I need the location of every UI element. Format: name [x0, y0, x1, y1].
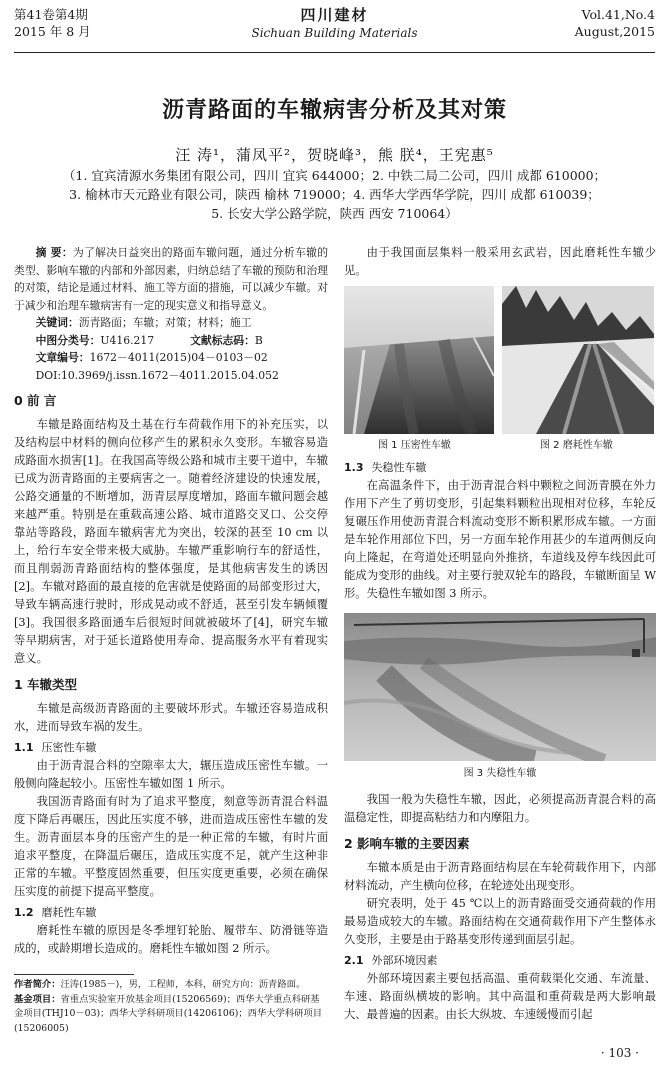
subsection-heading [344, 459, 656, 477]
section-heading: 1 车辙类型 [14, 677, 78, 692]
clc-value: U416.217 [100, 333, 155, 347]
header-volume-en: Vol.41,No.4 [581, 7, 655, 22]
author-bio-text: 汪涛(1985－)，男，工程师，本科，研究方向：沥青路面。 [60, 979, 306, 990]
author-list: 汪 涛¹，蒲凤平²，贺晓峰³，熊 朕⁴，王宪惠⁵ [175, 146, 494, 164]
abstract [14, 244, 328, 314]
abstract-label: 摘 要： [35, 246, 73, 259]
section-heading: 0 前 言 [14, 393, 57, 408]
paragraph: 由于我国面层集料一般采用玄武岩，因此磨耗性车辙少见。 [344, 246, 656, 277]
subsection-title: 失稳性车辙 [371, 461, 427, 474]
subsection-heading [14, 739, 328, 757]
clc-label: 中图分类号： [35, 333, 101, 347]
articleno-value: 1672－4011(2015)04－0103－02 [89, 351, 268, 364]
paragraph: 磨耗性车辙的原因是冬季埋钉轮胎、履带车、防滑链等造成的，或龄期增长造成的。磨耗性车辙如图 2 所示。 [14, 924, 328, 955]
subsection-title: 磨耗性车辙 [41, 906, 97, 919]
paragraph: 研究表明，处于 45 ℃以上的沥青路面受交通荷载的作用最易造成较大的车辙。路面结构在交通荷载作用下产生整体永久变形，主要是由于路基变形传递到面层引起。 [344, 897, 656, 946]
paragraph: 我国一般为失稳性车辙，因此，必须提高沥青混合料的高温稳定性，即提高粘结力和内摩阻力。 [344, 793, 656, 824]
subsection-number: 2.1 [344, 954, 364, 967]
paragraph: 车辙是路面结构及土基在行车荷载作用下的补充压实，以及结构层中材料的侧向位移产生的累积永久变形。车辙容易造成路面水损害[1]。在我国高等级公路和城市主要干道中，车辙已成为沥青路面的主要病害之一。随着经济建设的快速发展，公路交通量的不断增加，沥青层厚度增加，路面车辙问题会越来越严重。特别是在重载高速公路、城市道路交叉口、公交停靠站等路段，路面车辙病害尤为突出，较深的甚至 10 cm 以上，给行车安全带来极大威胁。车辙严重影响行车的舒适性，而且削弱沥青路面结构的整体强度，是其他病害发生的诱因[2]。车辙对路面的最直接的危害就是使路面的局部变形过大，导致车辆高速行驶时，形成晃动或不舒适，甚至引发车辆倾覆[3]。我国很多路面通车后很短时间就被破坏了[4]，研究车辙等早期病害，对于延长道路使用寿命、提高服务水平有着现实意义。 [14, 418, 328, 665]
running-header [14, 6, 655, 50]
figure-3-caption: 图 3 失稳性车辙 [463, 768, 537, 779]
header-right [575, 6, 655, 40]
page-number: · 103 · [600, 1046, 639, 1060]
affiliation-line: （1. 宜宾清源水务集团有限公司，四川 宜宾 644000；2. 中铁二局二公司，四川 成都 610000； [62, 168, 607, 183]
affiliation-line: 3. 榆林市天元路业有限公司，陕西 榆林 719000；4. 西华大学西华学院，四川 成都 610039； [69, 187, 600, 202]
doccode-label: 文献标志码： [190, 333, 255, 347]
articleno-label: 文章编号： [35, 351, 90, 364]
section-heading: 2 影响车辙的主要因素 [344, 836, 470, 851]
affiliation-line: 5. 长安大学公路学院，陕西 西安 710064） [211, 206, 458, 221]
paragraph: 车辙是高级沥青路面的主要破坏形式。车辙还容易造成积水，进而导致车祸的发生。 [14, 702, 328, 733]
subsection-title: 压密性车辙 [41, 741, 97, 754]
keywords-label: 关键词： [35, 316, 79, 329]
journal-logo: 四川建材 [300, 6, 369, 24]
subsection-heading [344, 952, 656, 970]
figure-2-image [502, 286, 654, 434]
footnote [14, 978, 328, 1036]
fund-info [14, 993, 328, 1037]
doccode-value: B [254, 333, 263, 347]
keywords-text: 沥青路面；车辙；对策；材料；施工 [78, 316, 252, 329]
header-issue-cn: 第41卷第4期 [14, 7, 88, 22]
header-center [14, 6, 655, 42]
header-rule [14, 52, 655, 53]
paper-title: 沥青路面的车辙病害分析及其对策 [161, 98, 507, 123]
fund-label: 基金项目： [14, 993, 61, 1005]
paragraph: 在高温条件下，由于沥青混合料中颗粒之间沥青膜在外力作用下产生了剪切变形，引起集料颗粒出现相对位移，车轮反复碾压作用使沥青混合料流动变形不断积累形成车辙。一方面是车轮作用部位下凹，另一方面车轮作用甚少的车道两侧反向向上隆起，在弯道处还明显向外推挤，车道线及停车线因此可能成为变形的曲线。对主要行驶双轮车的路段，车辙断面呈 W 形。失稳性车辙如图 3 所示。 [344, 479, 656, 600]
header-date-cn: 2015 年 8 月 [14, 24, 91, 39]
abstract-text: 为了解决日益突出的路面车辙问题，通过分析车辙的类型、影响车辙的内部和外部因素，归纳总结了车辙的预防和治理的对策，结论是通过材料、施工等方面的措施，可以减少车辙。对于减少和治理车辙病害有一定的现实意义和指导意义。 [14, 246, 328, 312]
left-column [14, 244, 328, 958]
header-date-en: August,2015 [574, 24, 655, 39]
classification-line [14, 332, 328, 350]
fund-text: 省重点实验室开放基金项目(15206569)；西华大学重点科研基金项目(THJ10－03)；西华大学科研项目(14206106)；西华大学科研项目(15206005) [14, 993, 323, 1034]
subsection-number: 1.3 [344, 461, 364, 474]
figure-1-caption: 图 1 压密性车辙 [378, 440, 451, 451]
subsection-title: 外部环境因素 [371, 954, 438, 967]
footnote-rule [14, 974, 134, 975]
figure-2-caption: 图 2 磨耗性车辙 [540, 440, 613, 451]
keywords [14, 314, 328, 332]
subsection-number: 1.2 [14, 906, 34, 919]
paragraph: 外部环境因素主要包括高温、重荷载渠化交通、车流量、车速、路面纵横坡的影响。其中高温和重荷载是两大影响最大、最普遍的因素。由长大纵坡、车速缓慢而引起 [344, 972, 656, 1021]
paragraph: 由于沥青混合料的空隙率太大，辗压造成压密性车辙。一般侧向隆起较小。压密性车辙如图 1 所示。 [14, 759, 328, 790]
figure-row [344, 286, 656, 456]
author-bio-label: 作者简介： [14, 979, 61, 990]
paragraph: 车辙本质是由于沥青路面结构层在车轮荷载作用下，内部材料流动，产生横向位移，在轮迹处出现变形。 [344, 861, 656, 892]
subsection-number: 1.1 [14, 741, 34, 754]
journal-name-en: Sichuan Building Materials [251, 26, 418, 40]
figure-1-image [344, 286, 494, 434]
figure-3-image [344, 613, 656, 761]
paragraph: 我国沥青路面有时为了追求平整度，刻意等沥青混合料温度下降后再碾压，因此压实度不够，进而造成压密性车辙的发生。沥青面层本身的压密产生的是一种正常的车辙，有时片面追求平整度，在降温后碾压，造成压实度不足，就产生这种非正常的车辙。平整度固然重要，但压实度更重要，必须在确保压实度的前提下提高平整度。 [14, 795, 328, 898]
author-bio [14, 978, 328, 993]
subsection-heading [14, 904, 328, 922]
doi: DOI:10.3969/j.issn.1672－4011.2015.04.052 [35, 368, 279, 382]
article-number [14, 349, 328, 367]
affiliations [30, 166, 639, 223]
right-column [344, 244, 656, 1024]
